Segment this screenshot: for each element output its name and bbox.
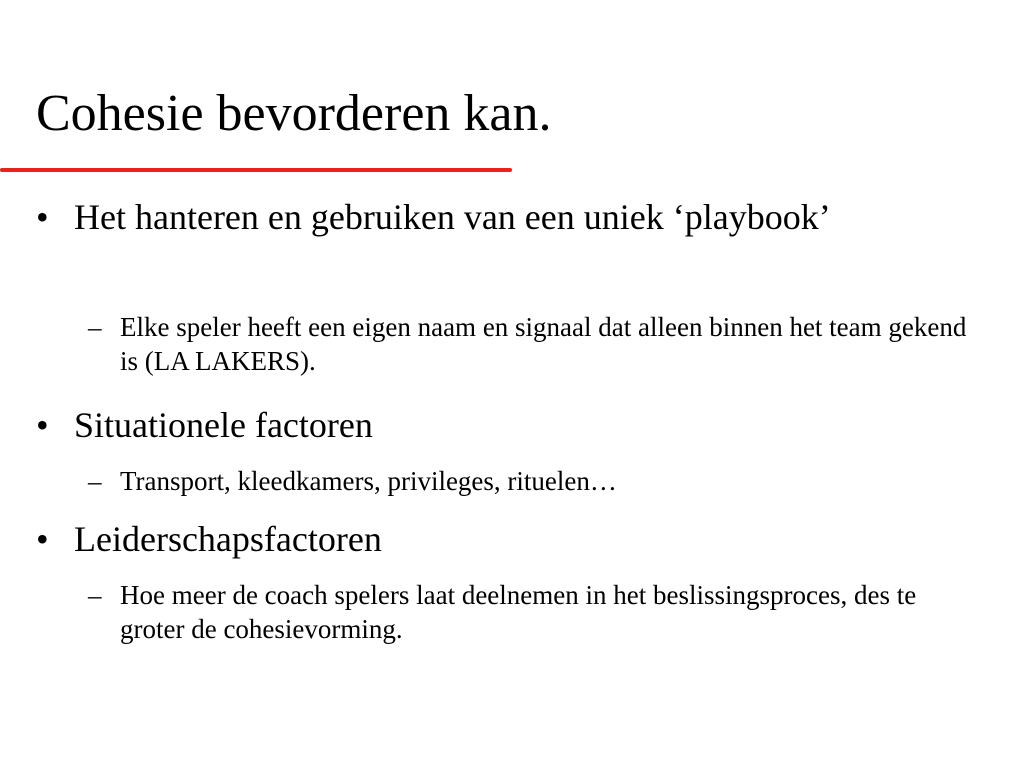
title-underline [0, 168, 512, 172]
sub-item-playbook [88, 310, 980, 378]
bullet-text: Het hanteren en gebruiken van een uniek ‘playbook’ [74, 197, 831, 237]
bullet-icon: • [36, 519, 49, 559]
sub-item-leadership [88, 578, 980, 646]
sub-item-text: Transport, kleedkamers, privileges, rituelen… [120, 466, 617, 496]
bullet-text: Leiderschapsfactoren [74, 519, 382, 559]
sub-item-situational [88, 464, 980, 498]
sub-item-text: Elke speler heeft een eigen naam en signaal dat alleen binnen het team gekend is (LA LAKERS). [120, 312, 967, 376]
dash-icon: – [88, 580, 102, 610]
bullet-icon: • [36, 405, 49, 445]
sub-item-text: Hoe meer de coach spelers laat deelnemen in het beslissingsproces, des te groter de cohesievorming. [120, 580, 917, 644]
bullet-item-situational [36, 404, 974, 446]
dash-icon: – [88, 466, 102, 496]
bullet-item-leadership [36, 518, 974, 560]
bullet-text: Situationele factoren [74, 405, 373, 445]
bullet-icon: • [36, 197, 49, 237]
bullet-item-playbook [36, 196, 974, 238]
slide-title: Cohesie bevorderen kan. [36, 85, 552, 142]
dash-icon: – [88, 312, 102, 342]
